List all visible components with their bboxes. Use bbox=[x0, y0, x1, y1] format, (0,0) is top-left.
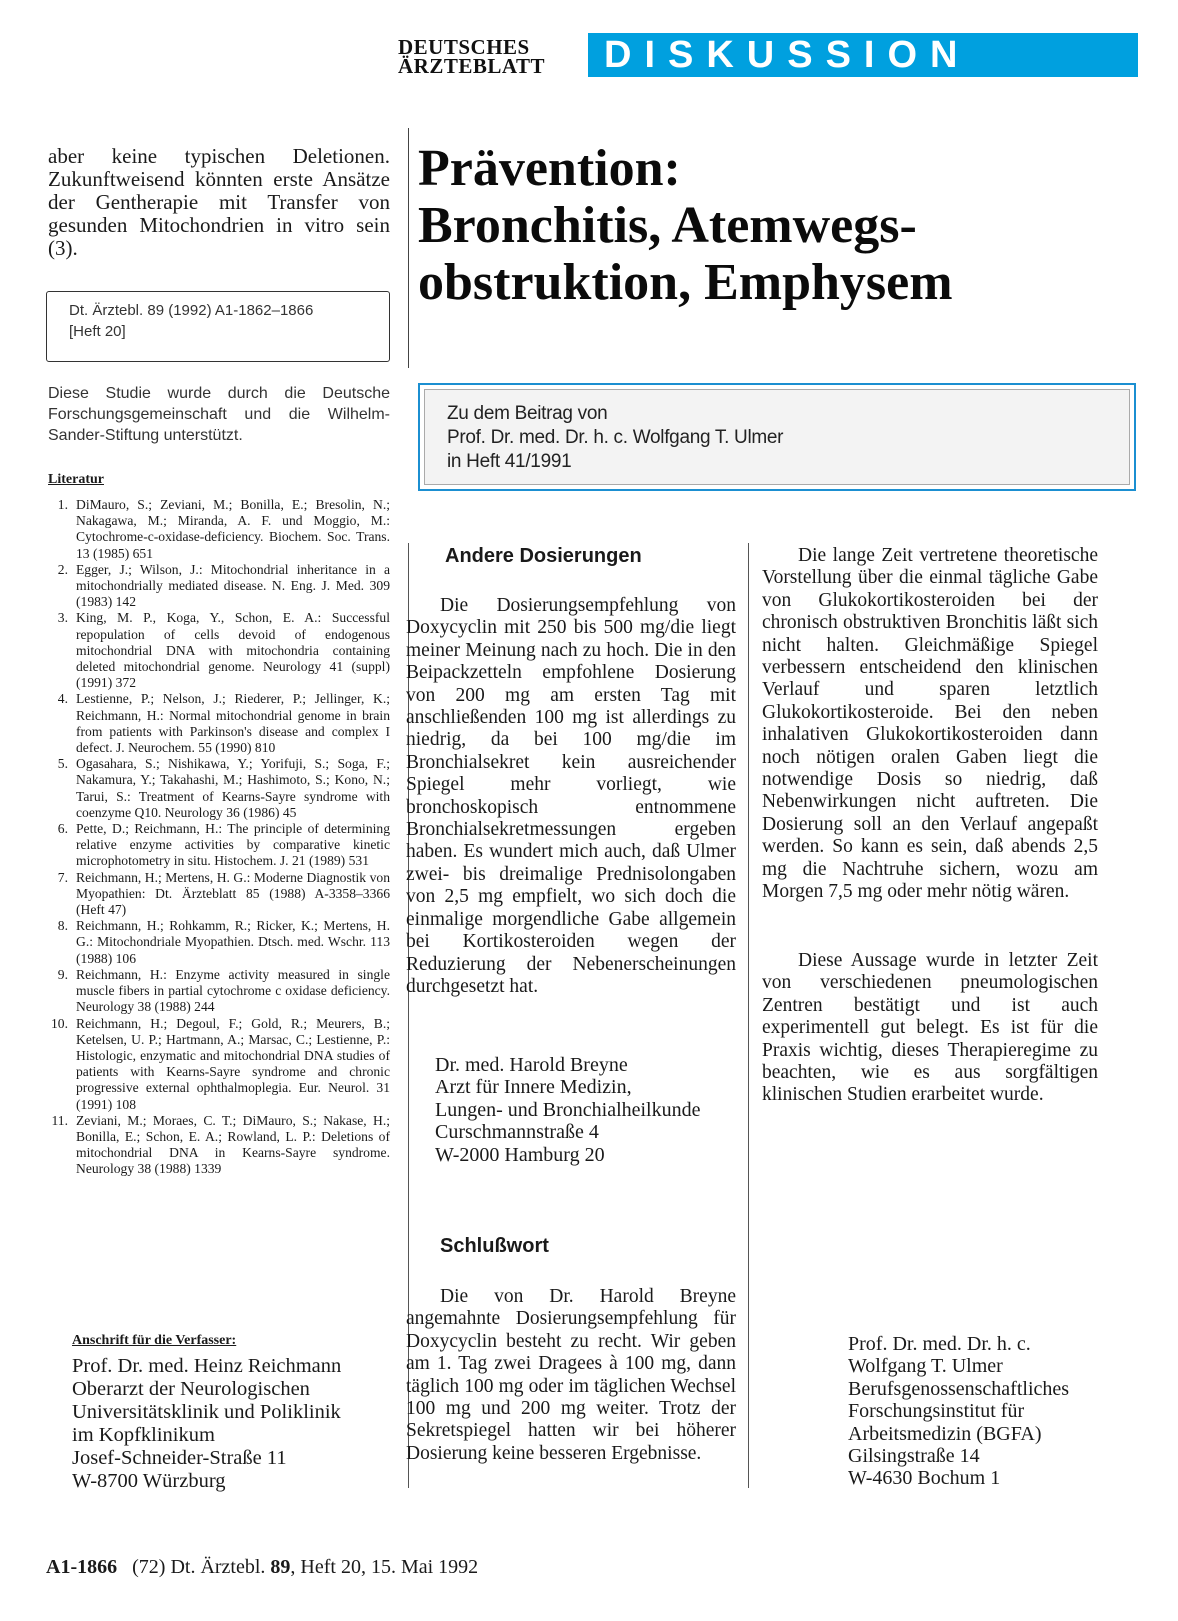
reply-signature bbox=[848, 1333, 1069, 1490]
logo-line-1: DEUTSCHES bbox=[398, 35, 530, 59]
reference-text: King, M. P., Koga, Y., Schon, E. A.: Successful repopulation of cells devoid of endogenous mitochondrial DNA with mitochondria containing deleted mitochondrial genome. Neurology 41 (suppl) (1991) 372 bbox=[76, 610, 390, 691]
reference-number: 6. bbox=[57, 821, 68, 837]
title-line: obstruktion, Emphysem bbox=[418, 254, 953, 311]
signature-line: Berufsgenossenschaftliches bbox=[848, 1377, 1070, 1400]
signature-line: Arzt für Innere Medizin, bbox=[435, 1076, 632, 1099]
reference-item bbox=[46, 1016, 390, 1113]
signature-line: Lungen- und Bronchialheilkunde bbox=[435, 1098, 701, 1121]
column-divider bbox=[408, 128, 409, 368]
reference-number: 2. bbox=[57, 561, 68, 577]
citation-box bbox=[46, 291, 390, 362]
reference-item bbox=[46, 1113, 390, 1178]
address-line: Prof. Dr. med. Heinz Reichmann bbox=[72, 1355, 342, 1377]
reference-item bbox=[46, 870, 390, 919]
reference-text: Reichmann, H.; Degoul, F.; Gold, R.; Meurers, B.; Ketelsen, U. P.; Hartmann, A.; Marsac, C.; Lestienne, P.: Histologic, enzymatic and mitochondrial DNA studies of patients with Kearns-Sayre syndrome and chronic progressive external ophthalmoplegia. Eur. Neurol. 31 (1991) 108 bbox=[76, 1015, 390, 1112]
letter-signature bbox=[435, 1054, 701, 1166]
reference-text: Zeviani, M.; Moraes, C. T.; DiMauro, S.; Nakase, H.; Bonilla, E.; Schon, E. A.; Rowland, L. P.: Deletions of mitochondrial DNA in Kearns-Sayre syndrome. Neurology 38 (1988) 1339 bbox=[76, 1112, 390, 1177]
reference-number: 9. bbox=[57, 966, 68, 982]
signature-line: W-2000 Hamburg 20 bbox=[435, 1143, 605, 1166]
reference-number: 11. bbox=[51, 1112, 68, 1128]
signature-line: Gilsingstraße 14 bbox=[848, 1445, 980, 1468]
signature-line: Arbeitsmedizin (BGFA) bbox=[848, 1422, 1042, 1445]
reference-item bbox=[46, 918, 390, 967]
journal-name: Dt. Ärztebl. bbox=[170, 1556, 266, 1578]
reference-text: Ogasahara, S.; Nishikawa, Y.; Yorifuji, S.; Soga, F.; Nakamura, Y.; Takahashi, M.; Hashimoto, S.; Kono, N.; Tarui, S.: Treatment of Kearns-Sayre syndrome with coenzyme Q10. Neurology 36 (1986) 45 bbox=[76, 756, 390, 820]
address-line: Josef-Schneider-Straße 11 bbox=[72, 1447, 287, 1469]
logo-line-2: ÄRZTEBLATT bbox=[398, 54, 545, 78]
reference-number: 1. bbox=[57, 497, 68, 512]
journal-logo bbox=[398, 35, 572, 78]
reference-list bbox=[46, 497, 390, 1178]
reply-heading: Schlußwort bbox=[440, 1235, 549, 1257]
signature-line: Forschungsinstitut für bbox=[848, 1400, 1025, 1423]
signature-line: Curschmannstraße 4 bbox=[435, 1121, 599, 1144]
address-line: Oberarzt der Neurologischen bbox=[72, 1378, 310, 1400]
intro-paragraph: aber keine typischen Deletionen. Zukunftweisend könnten erste Ansätze der Gentherapie mit Transfer von gesunden Mitochondrien in vitro sein (3). bbox=[48, 144, 390, 260]
page-number: (72) bbox=[132, 1556, 166, 1578]
address-heading: Anschrift für die Verfasser: bbox=[72, 1333, 237, 1348]
reference-number: 10. bbox=[51, 1015, 68, 1031]
reference-number: 5. bbox=[57, 756, 68, 772]
reference-number: 8. bbox=[57, 918, 68, 934]
reply-text-col3: Die lange Zeit vertretene theoretische Vorstellung über die einmal tägliche Gabe von Glukokortikosteroiden bei der chronisch obstruktiven Bronchitis läßt sich nicht halten. Gleichmäßige Spiegel verbessern entscheidend den klinischen Verlauf und sparen letztlich Glukokortikosteroide. Bei den neben inhalativen Glukokortikosteroiden dann noch nötigen oralen Gaben liegt die notwendige Dosis so niedrig, daß Nebenwirkungen nicht auftreten. Die Dosierung soll an den Verlauf angepaßt werden. So kann es sein, daß abends 2,5 mg die Nachtruhe sichern, wozu am Morgen 7,5 mg oder mehr nötig wären. bbox=[762, 545, 1098, 903]
reference-number: 7. bbox=[57, 869, 68, 885]
author-address bbox=[72, 1355, 341, 1493]
signature-line: Wolfgang T. Ulmer bbox=[848, 1355, 1003, 1378]
references-heading: Literatur bbox=[48, 472, 104, 487]
reference-box-line: Zu dem Beitrag von bbox=[447, 403, 608, 424]
reply-text-col2: Die von Dr. Harold Breyne angemahnte Dosierungsempfehlung für Doxycyclin besteht zu recht. Wir geben am 1. Tag zwei Dragees à 100 mg, dann täglich 100 mg oder im täglichen Wechsel 100 mg und 200 mg weiter. Trotz der Sekretspiegel hatten wir bei höherer Dosierung keine besseren Ergebnisse. bbox=[406, 1286, 736, 1464]
address-line: Universitätsklinik und Poliklinik bbox=[72, 1401, 341, 1423]
column-rule-2 bbox=[748, 543, 749, 1488]
reference-text: Reichmann, H.: Enzyme activity measured in single muscle fibers in partial cytochrome c oxidase deficiency. Neurology 38 (1988) 244 bbox=[76, 966, 390, 1015]
article-title bbox=[418, 140, 1118, 311]
reference-item bbox=[46, 497, 390, 562]
signature-line: Prof. Dr. med. Dr. h. c. bbox=[848, 1333, 1031, 1355]
reference-box-line: in Heft 41/1991 bbox=[447, 451, 572, 472]
reply-text-col3-p2: Diese Aussage wurde in letzter Zeit von verschiedenen pneumologischen Zentren bestätigt und ist auch experimentell gut belegt. Es ist für die Praxis wichtig, dieses Therapieregime zu beachten, wie es aus sorgfältigen klinischen Studien erarbeitet wurde. bbox=[762, 950, 1098, 1106]
section-banner: DISKUSSION bbox=[588, 33, 1138, 77]
citation-line-2: [Heft 20] bbox=[69, 323, 126, 340]
letter-heading: Andere Dosierungen bbox=[445, 545, 642, 567]
signature-line: Dr. med. Harold Breyne bbox=[435, 1054, 628, 1076]
title-line: Prävention: bbox=[418, 140, 681, 197]
reference-box-text bbox=[424, 389, 1130, 485]
address-line: W-8700 Würzburg bbox=[72, 1470, 226, 1492]
funding-note: Diese Studie wurde durch die Deutsche Forschungsgemeinschaft und die Wilhelm-Sander-Stiftung unterstützt. bbox=[48, 385, 390, 444]
reference-item bbox=[46, 967, 390, 1016]
letter-text: Die Dosierungsempfehlung von Doxycyclin mit 250 bis 500 mg/die liegt meiner Meinung nach zu hoch. Die in den Beipackzetteln empfohlene Dosierung von 200 mg am ersten Tag mit anschließenden 100 mg ist allerdings zu niedrig, da bei 100 mg/die im Bronchialsekret kein ausreichender Spiegel mehr vorliegt, wie bronchoskopisch entnommene Bronchialsekretmessungen ergeben haben. Es wundert mich auch, daß Ulmer zwei- bis dreimalige Prednisolongaben von 2,5 mg empfielt, wo sich doch die einmalige morgendliche Gabe allgemein bei Kortikosteroiden wegen der Reduzierung der Nebenerscheinungen durchgesetzt hat. bbox=[406, 595, 736, 997]
reference-number: 4. bbox=[57, 691, 68, 707]
page-code: A1-1866 bbox=[46, 1556, 118, 1578]
reference-box bbox=[418, 383, 1136, 491]
reference-text: DiMauro, S.; Zeviani, M.; Bonilla, E.; Bresolin, N.; Nakagawa, M.; Miranda, A. F. und Moggio, M.: Cytochrome-c-oxidase-deficiency. Biochem. Soc. Trans. 13 (1985) 651 bbox=[76, 497, 390, 561]
page-footer bbox=[46, 1556, 478, 1579]
issue-date: , Heft 20, 15. Mai 1992 bbox=[290, 1556, 479, 1578]
signature-line: W-4630 Bochum 1 bbox=[848, 1467, 1001, 1490]
volume: 89 bbox=[270, 1556, 291, 1578]
reference-item bbox=[46, 821, 390, 870]
address-line: im Kopfklinikum bbox=[72, 1424, 215, 1446]
reference-item bbox=[46, 562, 390, 611]
reference-text: Pette, D.; Reichmann, H.: The principle of determining relative enzyme activities by comparative kinetic microphotometry in situ. Histochem. J. 21 (1989) 531 bbox=[76, 821, 390, 869]
reference-number: 3. bbox=[57, 610, 68, 626]
reference-text: Reichmann, H.; Mertens, H. G.: Moderne Diagnostik von Myopathien: Dt. Ärzteblatt 85 (1988) A-3358–3366 (Heft 47) bbox=[76, 869, 390, 918]
reference-text: Egger, J.; Wilson, J.: Mitochondrial inheritance in a mitochondrially mediated disease. N. Eng. J. Med. 309 (1983) 142 bbox=[76, 561, 390, 610]
citation-line-1: Dt. Ärztebl. 89 (1992) A1-1862–1866 bbox=[69, 302, 314, 319]
reference-item bbox=[46, 756, 390, 821]
reference-text: Lestienne, P.; Nelson, J.; Riederer, P.; Jellinger, K.; Reichmann, H.: Normal mitochondrial genome in brain from patients with Parkinson's disease and complex I defect. J. Neurochem. 55 (1990) 810 bbox=[76, 691, 390, 756]
title-line: Bronchitis, Atemwegs- bbox=[418, 197, 917, 254]
reference-text: Reichmann, H.; Rohkamm, R.; Ricker, K.; Mertens, H. G.: Mitochondriale Myopathien. Dtsch. med. Wschr. 113 (1988) 106 bbox=[76, 918, 390, 966]
reference-box-line: Prof. Dr. med. Dr. h. c. Wolfgang T. Ulmer bbox=[447, 427, 784, 448]
reference-item bbox=[46, 610, 390, 691]
reference-item bbox=[46, 691, 390, 756]
